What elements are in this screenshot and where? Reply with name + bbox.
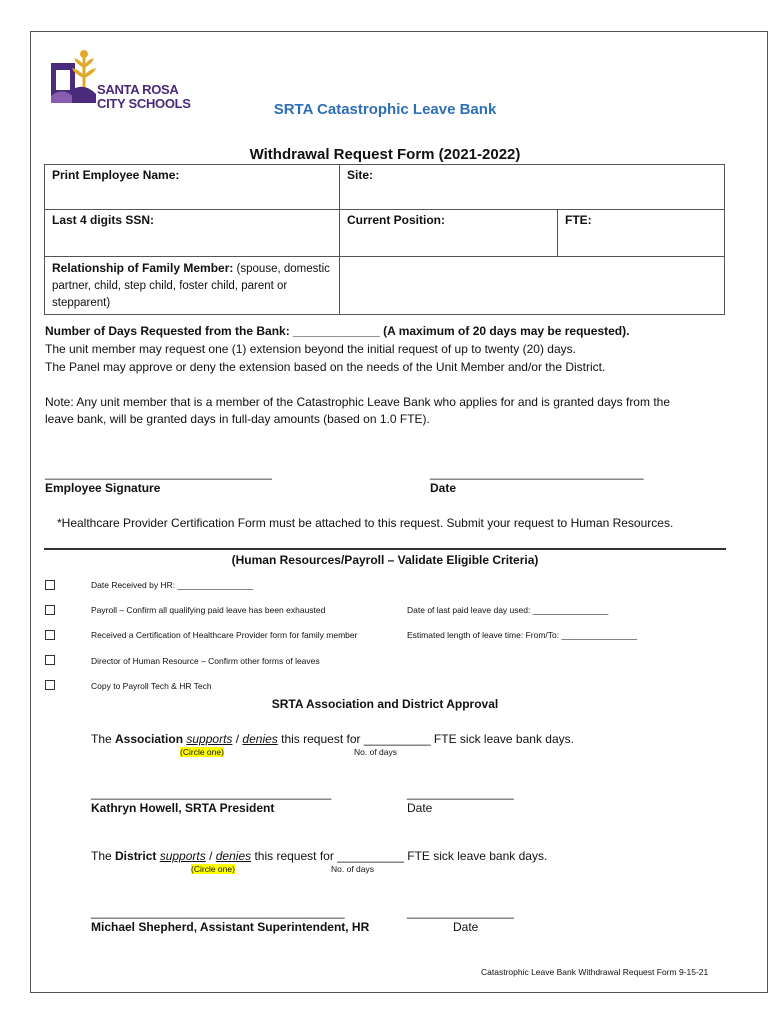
healthcare-note: *Healthcare Provider Certification Form must be attached to this request. Submit your request to Human Resources.	[57, 516, 674, 530]
hr-item-3: Received a Certification of Healthcare Provider form for family member	[91, 630, 358, 640]
employee-name-label: Print Employee Name:	[52, 168, 180, 182]
fte-cell[interactable]	[558, 210, 725, 257]
hr-item-4: Director of Human Resource – Confirm other forms of leaves	[91, 656, 320, 666]
checkbox-copy[interactable]	[45, 680, 55, 690]
form-subtitle: Withdrawal Request Form (2021-2022)	[249, 146, 521, 163]
form-footer: Catastrophic Leave Bank Withdrawal Request Form 9-15-21	[481, 967, 709, 977]
district-date-label: Date	[453, 920, 479, 934]
hr-item-1: Date Received by HR: ________________	[91, 580, 254, 590]
relationship-label: Relationship of Family Member:	[52, 261, 234, 275]
assoc-entity: Association	[115, 732, 184, 746]
checkbox-payroll[interactable]	[45, 605, 55, 615]
employee-info-table	[44, 164, 725, 315]
district-signature-line[interactable]: ______________________________________	[91, 905, 345, 919]
assoc-signature-line[interactable]: ____________________________________	[91, 786, 332, 800]
assoc-signer-name: Kathryn Howell, SRTA President	[91, 801, 275, 815]
assoc-prefix: The	[91, 732, 116, 746]
assoc-slash: /	[232, 732, 243, 746]
district-suffix: this request for __________ FTE sick leave bank days.	[251, 849, 548, 863]
assoc-supports-option[interactable]: supports	[186, 732, 233, 746]
relationship-hint: (spouse, domestic partner, child, step child, foster child, parent or stepparent)	[52, 263, 330, 309]
logo-line2: CITY SCHOOLS	[97, 96, 191, 111]
site-label: Site:	[347, 168, 374, 182]
employee-signature-label: Employee Signature	[45, 481, 161, 495]
district-circle-one: (Circle one)	[191, 864, 235, 874]
page-title: SRTA Catastrophic Leave Bank	[273, 101, 497, 118]
checkbox-date-received[interactable]	[45, 580, 55, 590]
approval-heading: SRTA Association and District Approval	[271, 697, 499, 711]
assoc-circle-one: (Circle one)	[180, 747, 224, 757]
checkbox-director[interactable]	[45, 655, 55, 665]
district-slash: /	[205, 849, 216, 863]
hr-right-item-2: Estimated length of leave time: From/To: ________________	[407, 630, 638, 640]
employee-name-cell[interactable]	[45, 165, 340, 210]
section-divider	[44, 548, 726, 550]
assoc-denies-option[interactable]: denies	[242, 732, 278, 746]
assoc-suffix: this request for __________ FTE sick leave bank days.	[277, 732, 574, 746]
district-denies-option[interactable]: denies	[215, 849, 252, 863]
association-request-text	[91, 732, 574, 746]
district-prefix: The	[91, 849, 116, 863]
note-line1: Note: Any unit member that is a member of the Catastrophic Leave Bank who applies for and is granted days from the	[45, 395, 670, 409]
assoc-no-of-days: No. of days	[354, 747, 397, 757]
extension-text: The unit member may request one (1) extension beyond the initial request of up to twenty (20) days.	[45, 342, 576, 356]
days-requested: Number of Days Requested from the Bank: _____________ (A maximum of 20 days may be requested).	[45, 324, 630, 338]
relationship-input-cell[interactable]	[340, 257, 725, 315]
assoc-date-label: Date	[407, 801, 433, 815]
hr-right-item-1: Date of last paid leave day used: ________________	[407, 605, 609, 615]
checkbox-certification[interactable]	[45, 630, 55, 640]
date-label: Date	[430, 481, 457, 495]
ssn-label: Last 4 digits SSN:	[52, 213, 155, 227]
position-cell[interactable]	[340, 210, 558, 257]
district-request-text	[91, 849, 547, 863]
employee-signature-line[interactable]: __________________________________	[45, 466, 272, 480]
logo-line1: SANTA ROSA	[97, 82, 179, 97]
site-cell[interactable]	[340, 165, 725, 210]
fte-label: FTE:	[565, 213, 592, 227]
district-date-line[interactable]: ________________	[407, 905, 514, 919]
panel-text: The Panel may approve or deny the extension based on the needs of the Unit Member and/or the District.	[45, 360, 606, 374]
hr-item-5: Copy to Payroll Tech & HR Tech	[91, 681, 212, 691]
hr-heading: (Human Resources/Payroll – Validate Eligible Criteria)	[231, 553, 539, 567]
relationship-cell	[45, 257, 340, 315]
hr-item-2: Payroll – Confirm all qualifying paid leave has been exhausted	[91, 605, 326, 615]
note-line2: leave bank, will be granted days in full-day amounts (based on 1.0 FTE).	[45, 412, 430, 426]
assoc-date-line[interactable]: ________________	[407, 786, 514, 800]
district-signer-name: Michael Shepherd, Assistant Superintendent, HR	[91, 920, 370, 934]
district-entity: District	[115, 849, 157, 863]
date-line[interactable]: ________________________________	[430, 466, 644, 480]
position-label: Current Position:	[347, 213, 445, 227]
ssn-cell[interactable]	[45, 210, 340, 257]
district-supports-option[interactable]: supports	[159, 849, 206, 863]
district-no-of-days: No. of days	[331, 864, 374, 874]
